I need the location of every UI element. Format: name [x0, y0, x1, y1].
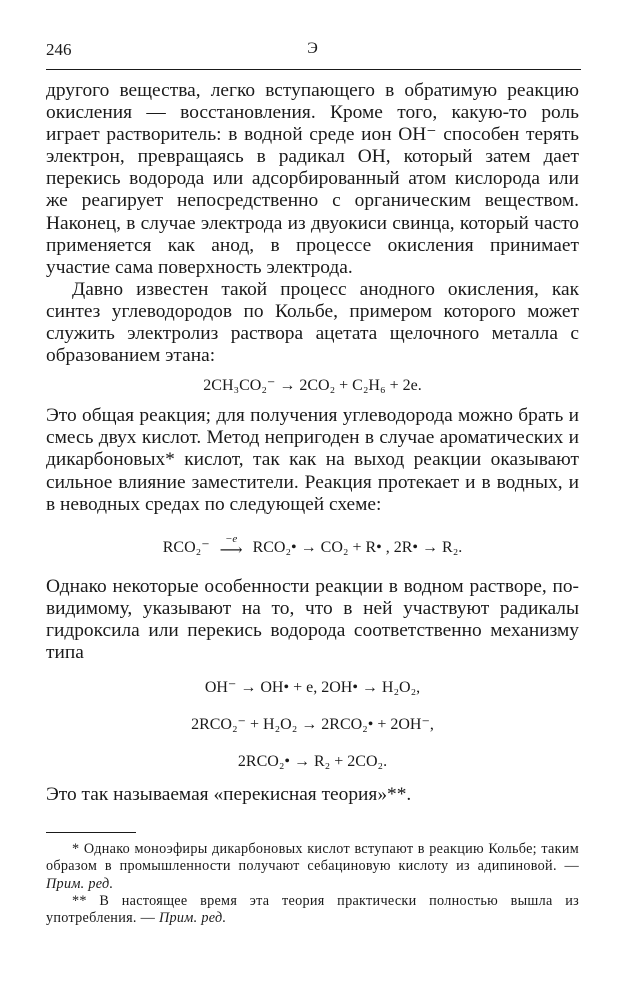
scheme-arrow-label: −e — [224, 532, 238, 545]
footnote-1 — [46, 841, 579, 893]
footnote-2-text: ** В настоящее время эта теория практически полностью вышла из употребления. — — [46, 892, 579, 926]
footnote-2-note: Прим. ред. — [158, 909, 227, 926]
mechanism-equations — [46, 678, 579, 772]
paragraph-4: Однако некоторые особенности реакции в водном растворе, по-видимому, указывают на то, что в ней участвуют радикалы гидроксила или перекись водорода соответственно механизму типа — [46, 575, 579, 663]
long-arrow-icon: ⟶ — [219, 541, 243, 559]
mechanism-line-3: 2RCO₂• → R₂ + 2CO₂. — [237, 753, 388, 771]
scheme-reactant: RCO₂⁻ — [162, 538, 210, 556]
footnote-1-note: Прим. ред. — [46, 875, 114, 892]
page-header — [46, 40, 579, 66]
equation-kolbe: 2CH₃CO₂⁻ → 2CO₂ + C₂H₆ + 2e. — [203, 377, 422, 395]
paragraph-3: Это общая реакция; для получения углеводорода можно брать и смесь двух кислот. Метод непригоден в случае ароматических и дикарбоновых* кислот, так как на выход реакции оказывают сильное влияние заместители. Реакция протекает и в водных, и в неводных средах по следующей схеме: — [46, 405, 579, 515]
paragraph-2: Давно известен такой процесс анодного окисления, как синтез углеводородов по Кольбе, примером которого может служить электролиз раствора ацетата щелочного металла с образованием этана: — [46, 278, 579, 367]
header-rule — [46, 69, 581, 70]
footnote-2 — [46, 893, 579, 927]
page-number: 246 — [46, 40, 72, 59]
running-title: Э — [307, 40, 318, 57]
scheme-products: RCO₂• → CO₂ + R• , 2R• → R₂. — [252, 538, 463, 556]
paragraph-1: другого вещества, легко вступающего в обратимую реакцию окисления — восстановления. Кроме того, какую-то роль играет растворитель: в водной среде ион OH⁻ способен терять электрон, превращаясь в радикал OH, который затем дает перекись водорода или адсорбированный атом кислорода или же реагирует непосредственно с органическим веществом. Наконец, в случае электрода из двуокиси свинца, который часто применяется как анод, в процессе окисления принимает участие сама поверхность электрода. — [46, 80, 579, 278]
paragraph-5: Это так называемая «перекисная теория»**. — [46, 784, 412, 806]
mechanism-line-1: OH⁻ → OH• + e, 2OH• → H₂O₂, — [204, 679, 421, 697]
mechanism-line-2: 2RCO₂⁻ + H₂O₂ → 2RCO₂• + 2OH⁻, — [191, 716, 434, 734]
equation-scheme — [46, 534, 579, 558]
scheme-arrow — [220, 534, 243, 558]
footnote-rule — [46, 832, 136, 833]
page-body — [46, 80, 579, 927]
footnote-1-text: * Однако моноэфиры дикарбоновых кислот вступают в реакцию Кольбе; таким образом в промышленности получают себациновую кислоту из адипиновой. — — [46, 841, 579, 875]
